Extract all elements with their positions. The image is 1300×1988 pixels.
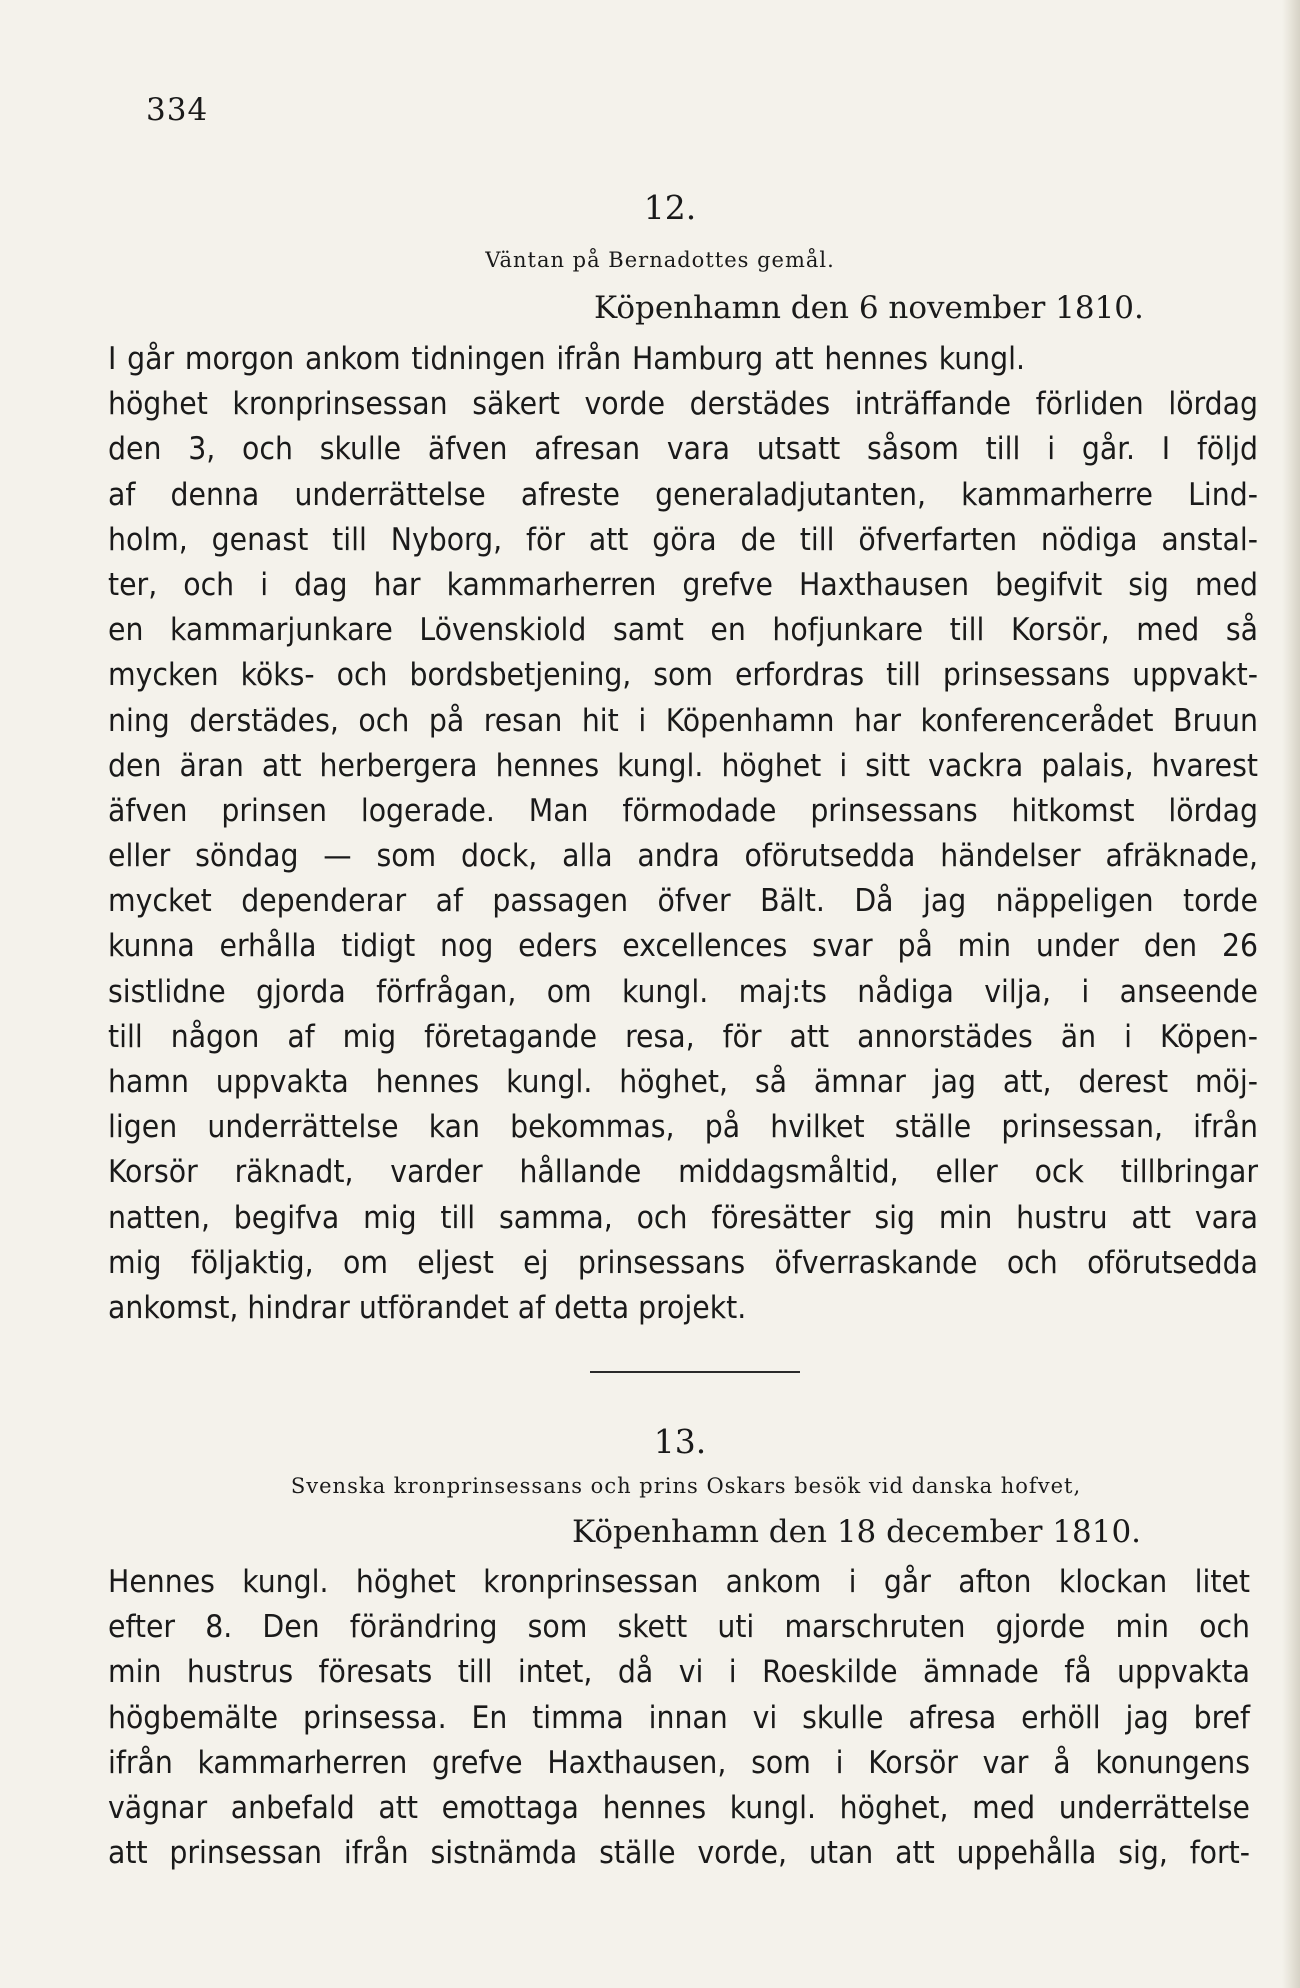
body-line: natten, begifva mig till samma, och föresätter sig min hustru att vara — [108, 1199, 1258, 1236]
body-line: den 3, och skulle äfven afresan vara utsatt såsom till i går. I följd — [108, 431, 1258, 468]
body-line: efter 8. Den förändring som skett uti marschruten gjorde min och — [108, 1609, 1250, 1646]
section-13-number: 13. — [653, 1422, 707, 1461]
body-line: mycken köks- och bordsbetjening, som erfordras till prinsessans uppvakt- — [108, 657, 1258, 694]
body-line: I går morgon ankom tidningen ifrån Hamburg att hennes kungl. — [108, 341, 1025, 377]
body-line: till någon af mig företagande resa, för att annorstädes än i Köpen- — [108, 1018, 1258, 1055]
section-12-heading: Väntan på Bernadottes gemål. — [485, 248, 835, 272]
body-line: af denna underrättelse afreste generaladjutanten, kammarherre Lind- — [108, 476, 1258, 513]
section-12-dateline: Köpenhamn den 6 november 1810. — [594, 290, 1144, 326]
body-line: den äran att herbergera hennes kungl. höghet i sitt vackra palais, hvarest — [108, 747, 1258, 784]
body-line: holm, genast till Nyborg, för att göra de till öfverfarten nödiga anstal- — [108, 521, 1258, 558]
body-line: eller söndag — som dock, alla andra oförutsedda händelser afräknade, — [108, 838, 1258, 875]
body-line: Korsör räknadt, varder hållande middagsmåltid, eller ock tillbringar — [108, 1154, 1258, 1191]
body-line: att prinsessan ifrån sistnämda ställe vorde, utan att uppehålla sig, fort- — [108, 1835, 1250, 1872]
body-line: högbemälte prinsessa. En timma innan vi skulle afresa erhöll jag bref — [108, 1699, 1250, 1736]
body-line: en kammarjunkare Lövenskiold samt en hofjunkare till Korsör, med så — [108, 612, 1258, 649]
body-line: ning derstädes, och på resan hit i Köpenhamn har konferencerådet Bruun — [108, 702, 1258, 739]
body-line: ligen underrättelse kan bekommas, på hvilket ställe prinsessan, ifrån — [108, 1109, 1258, 1146]
section-13-body — [108, 1560, 1250, 1876]
body-line: ter, och i dag har kammarherren grefve Haxthausen begifvit sig med — [108, 566, 1258, 603]
body-line: sistlidne gjorda förfrågan, om kungl. maj:ts nådiga vilja, i anseende — [108, 973, 1258, 1010]
body-line: kunna erhålla tidigt nog eders excellences svar på min under den 26 — [108, 928, 1258, 965]
section-12-body — [108, 337, 1258, 1331]
body-line: ifrån kammarherren grefve Haxthausen, som i Korsör var å konungens — [108, 1744, 1250, 1781]
body-line: höghet kronprinsessan säkert vorde derstädes inträffande förliden lördag — [108, 386, 1258, 423]
page-number: 334 — [146, 92, 209, 128]
page-edge — [1282, 0, 1300, 1988]
section-divider — [590, 1371, 800, 1373]
body-line: min hustrus föresats till intet, då vi i Roeskilde ämnade få uppvakta — [108, 1654, 1250, 1691]
body-line: mycket dependerar af passagen öfver Bält. Då jag näppeligen torde — [108, 883, 1258, 920]
body-line: mig följaktig, om eljest ej prinsessans öfverraskande och oförutsedda — [108, 1244, 1258, 1281]
body-line: hamn uppvakta hennes kungl. höghet, så ämnar jag att, derest möj- — [108, 1064, 1258, 1100]
section-13-heading: Svenska kronprinsessans och prins Oskars besök vid danska hofvet, — [290, 1474, 1082, 1498]
body-line: ankomst, hindrar utförandet af detta projekt. — [108, 1289, 747, 1326]
body-line: äfven prinsen logerade. Man förmodade prinsessans hitkomst lördag — [108, 792, 1258, 829]
section-12-number: 12. — [643, 188, 697, 227]
body-line: Hennes kungl. höghet kronprinsessan ankom i går afton klockan litet — [108, 1564, 1250, 1600]
body-line: vägnar anbefald att emottaga hennes kungl. höghet, med underrättelse — [108, 1789, 1250, 1826]
section-13-dateline: Köpenhamn den 18 december 1810. — [572, 1514, 1142, 1550]
